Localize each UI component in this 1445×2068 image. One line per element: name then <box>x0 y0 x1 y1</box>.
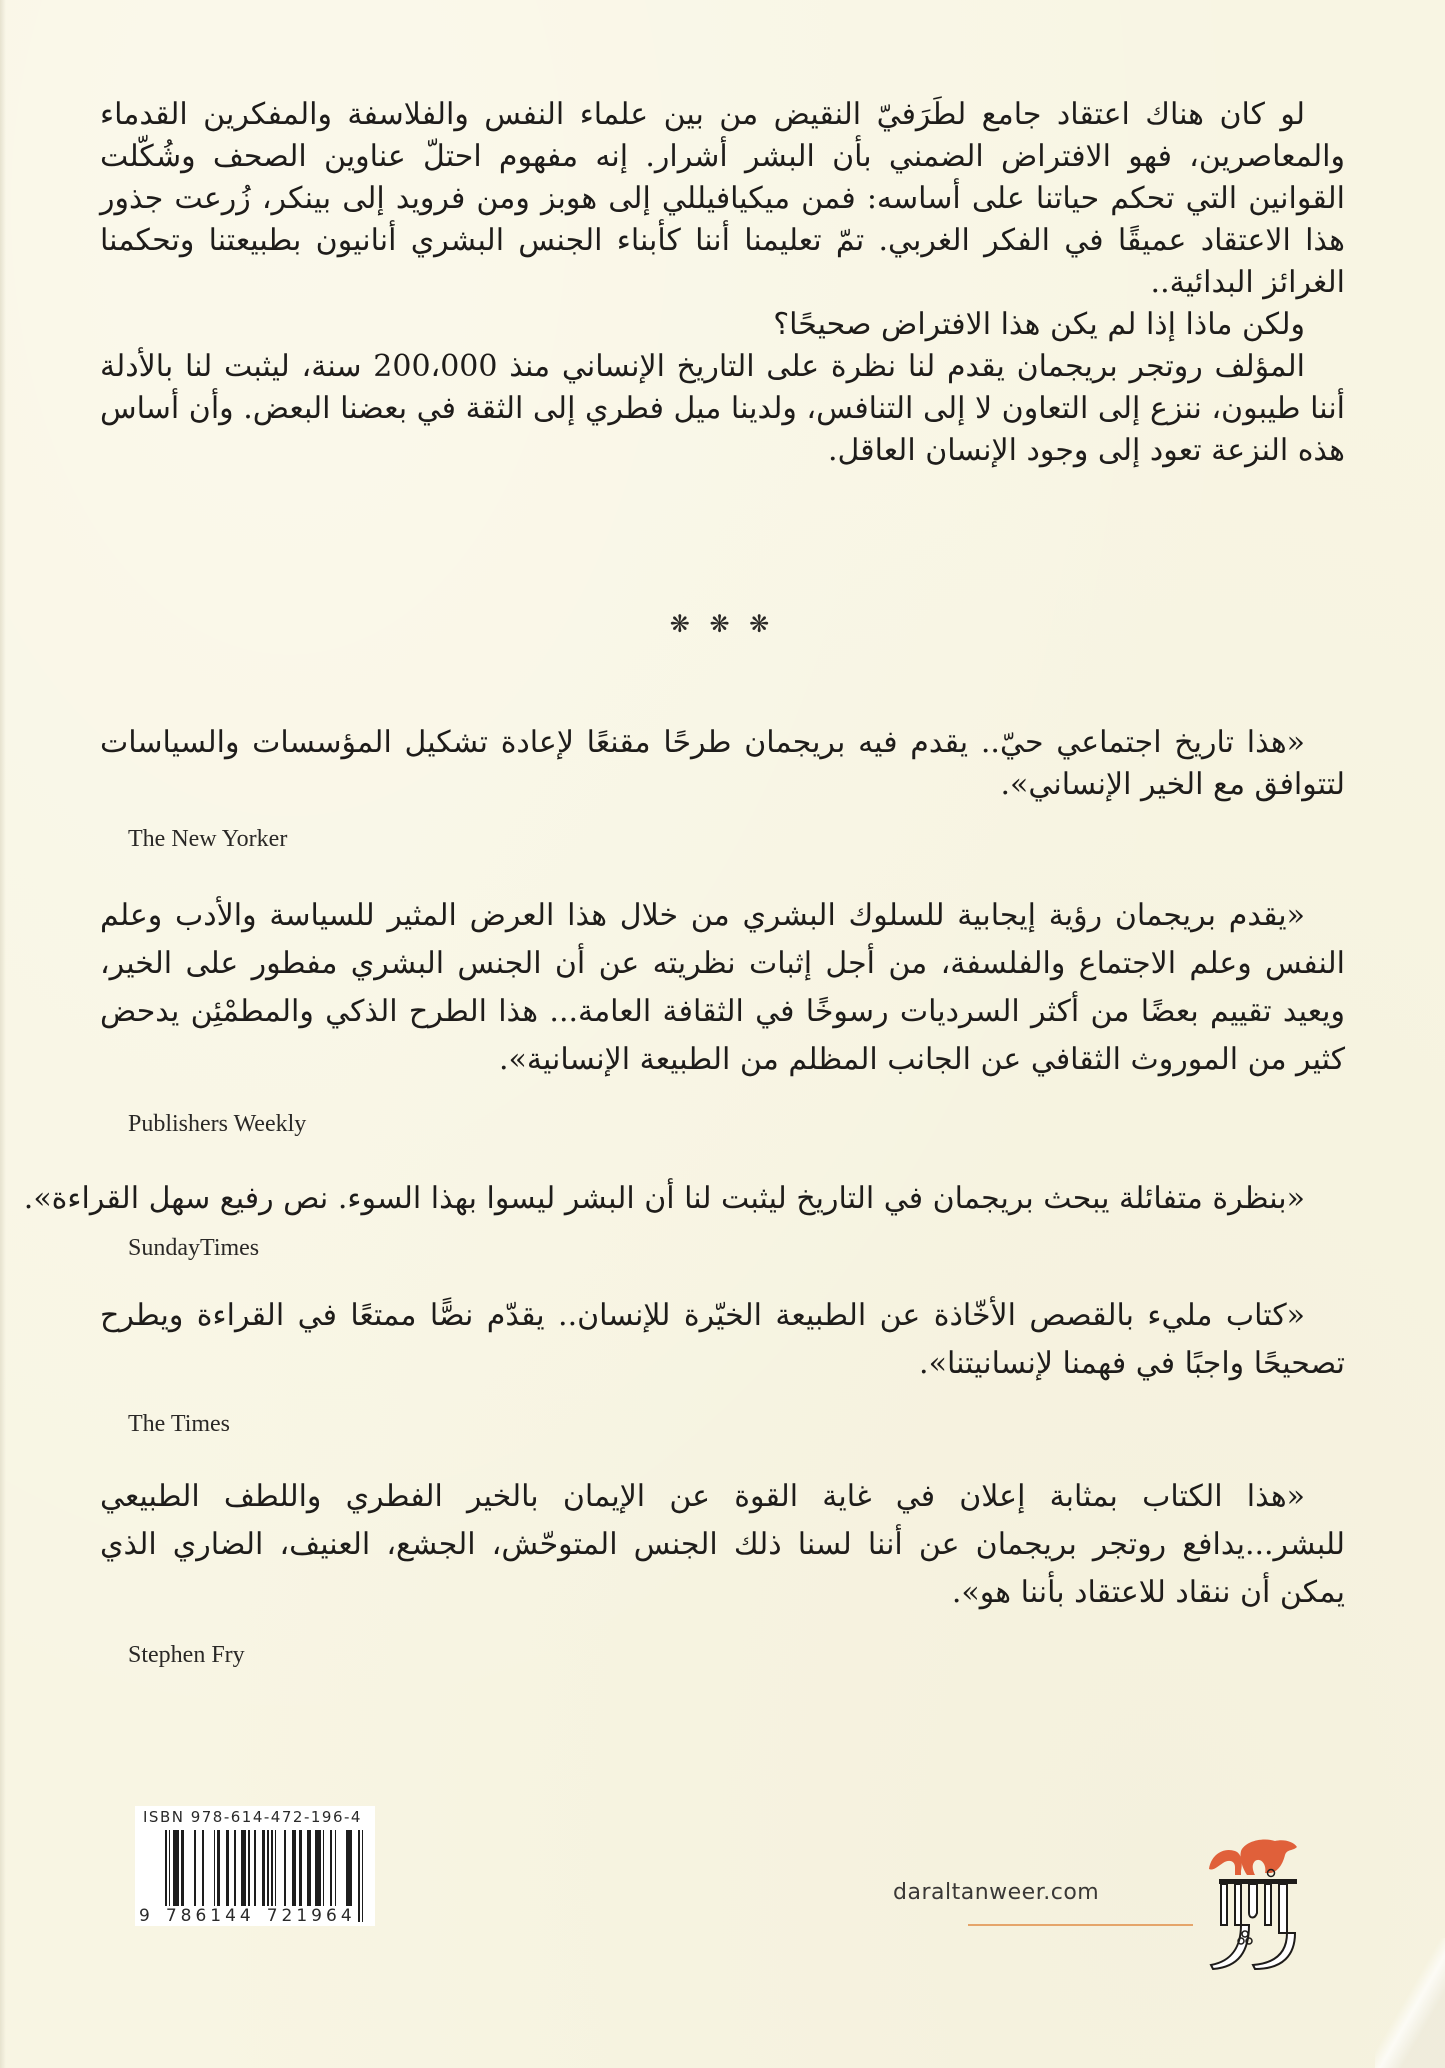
review-source-publishers-weekly: Publishers Weekly <box>128 1111 307 1137</box>
isbn-label: ISBN 978-614-472-196-4 <box>143 1808 362 1826</box>
synopsis-line: لو كان هناك اعتقاد جامع لطَرَفيّ النقيض من بين علماء النفس والفلاسفة والمفكرين القدماء <box>100 97 1305 132</box>
review-quote-line: للبشر...يدافع روتجر بريجمان عن أننا لسنا ذلك الجنس المتوحّش، الجشع، العنيف، الضاري الذي <box>100 1527 1345 1562</box>
cover-edge-shadow <box>0 0 6 2068</box>
barcode-digits-left: 786144 <box>165 1906 255 1926</box>
review-quote-line: «هذا تاريخ اجتماعي حيّ.. يقدم فيه بريجمان طرحًا مقنعًا لإعادة تشكيل المؤسسات والسياسات <box>100 725 1305 760</box>
review-quote-line: النفس وعلم الاجتماع والفلسفة، من أجل إثبات نظريته عن أن الجنس البشري مفطور على الخير، <box>100 946 1345 981</box>
synopsis-line: هذا الاعتقاد عميقًا في الفكر الغربي. تمّ تعليمنا أننا كأبناء الجنس البشري أنانيون بطبيعتنا وتحكمنا <box>100 223 1345 258</box>
isbn-barcode <box>135 1806 375 1926</box>
review-quote-line: كثير من الموروث الثقافي عن الجانب المظلم من الطبيعة الإنسانية». <box>499 1042 1345 1077</box>
barcode-digits-right: 721964 <box>266 1906 356 1926</box>
review-quote-line: لتتوافق مع الخير الإنساني». <box>1000 767 1345 802</box>
synopsis-line: القوانين التي تحكم حياتنا على أساسه: فمن ميكيافيللي إلى هوبز ومن فرويد إلى بينكر، زُرعت جذور <box>100 181 1345 216</box>
corner-fold <box>1375 1938 1445 2068</box>
review-quote-line: «يقدم بريجمان رؤية إيجابية للسلوك البشري من خلال هذا العرض المثير للسياسة والأدب وعلم <box>100 898 1305 933</box>
synopsis-line: والمعاصرين، فهو الافتراض الضمني بأن البشر أشرار. إنه مفهوم احتلّ عناوين الصحف وشُكّلت <box>100 139 1345 174</box>
section-separator-icon: ❋ ❋ ❋ <box>669 610 776 638</box>
review-source-sunday-times: SundayTimes <box>128 1235 260 1261</box>
website-underline <box>968 1924 1193 1926</box>
review-source-the-times: The Times <box>128 1411 231 1437</box>
review-quote-line: «هذا الكتاب بمثابة إعلان في غاية القوة عن الإيمان بالخير الفطري واللطف الطبيعي <box>100 1479 1305 1514</box>
review-quote-line: «كتاب مليء بالقصص الأخّاذة عن الطبيعة الخيّرة للإنسان.. يقدّم نصًّا ممتعًا في القراءة ويطرح <box>100 1298 1305 1333</box>
barcode-digits <box>139 1906 358 1926</box>
review-quote-line: تصحيحًا واجبًا في فهمنا لإنسانيتنا». <box>919 1346 1345 1381</box>
tanweer-logo-icon <box>1205 1833 1300 1978</box>
review-source-stephen-fry: Stephen Fry <box>128 1642 245 1668</box>
synopsis-line: الغرائز البدائية.. <box>1150 265 1345 300</box>
review-source-new-yorker: The New Yorker <box>128 826 288 852</box>
review-quote-line: يمكن أن ننقاد للاعتقاد بأننا هو». <box>951 1575 1345 1610</box>
synopsis-line: المؤلف روتجر بريجمان يقدم لنا نظرة على التاريخ الإنساني منذ 200،000 سنة، ليثبت لنا بالأدلة <box>100 349 1305 384</box>
synopsis-line: أننا طيبون، ننزع إلى التعاون لا إلى التنافس، ولدينا ميل فطري إلى الثقة في بعضنا البعض. وأن أساس <box>100 391 1346 426</box>
barcode-digit-first: 9 <box>139 1906 154 1926</box>
synopsis-question: ولكن ماذا إذا لم يكن هذا الافتراض صحيحًا؟ <box>773 307 1305 342</box>
review-quote-line: «بنظرة متفائلة يبحث بريجمان في التاريخ ليثبت لنا أن البشر ليسوا بهذا السوء. نص رفيع سهل القراءة». <box>23 1181 1305 1216</box>
review-quote-line: ويعيد تقييم بعضًا من أكثر السرديات رسوخًا في الثقافة العامة... هذا الطرح الذكي والمطمْئِن يدحض <box>100 994 1345 1029</box>
publisher-website-link[interactable]: daraltanweer.com <box>893 1880 1100 1905</box>
synopsis-line: هذه النزعة تعود إلى وجود الإنسان العاقل. <box>827 433 1345 468</box>
